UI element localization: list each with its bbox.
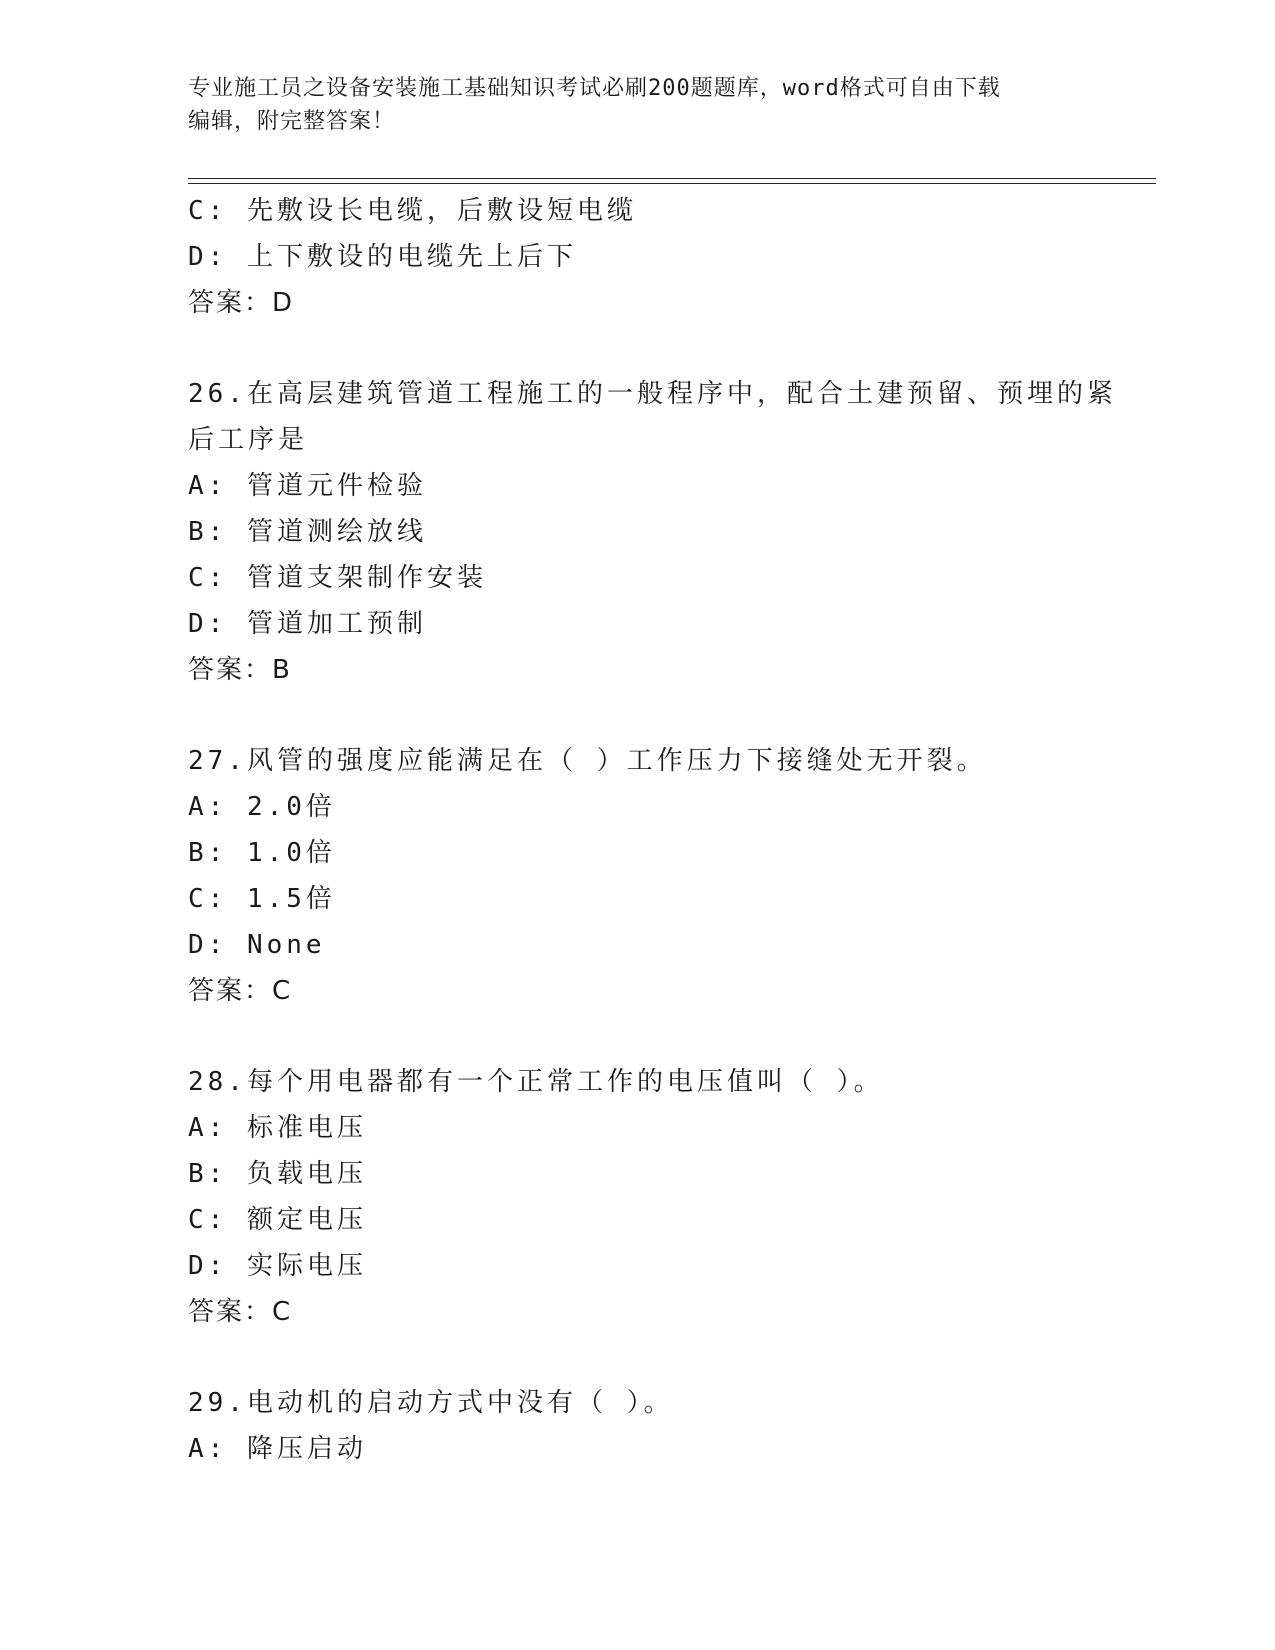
question-text: 26.在高层建筑管道工程施工的一般程序中，配合土建预留、预埋的紧 bbox=[188, 379, 1117, 409]
question-list bbox=[188, 188, 1117, 1472]
question-text-continued: 后工序是 bbox=[188, 425, 309, 455]
answer-label: 答案：C bbox=[188, 1297, 293, 1327]
option-a: A: 降压启动 bbox=[188, 1434, 367, 1464]
question-text: 28.每个用电器都有一个正常工作的电压值叫（ ）。 bbox=[188, 1067, 884, 1097]
header-divider-top bbox=[188, 178, 1156, 179]
question-text: 27.风管的强度应能满足在（ ）工作压力下接缝处无开裂。 bbox=[188, 746, 987, 776]
answer-label: 答案：B bbox=[188, 655, 292, 685]
question-block-27 bbox=[188, 738, 1088, 1014]
option-c: C: 先敷设长电缆，后敷设短电缆 bbox=[188, 196, 637, 226]
option-d: D: 上下敷设的电缆先上后下 bbox=[188, 242, 577, 272]
option-b: B: 1.0倍 bbox=[188, 838, 336, 868]
option-c: C: 额定电压 bbox=[188, 1205, 367, 1235]
question-block-28 bbox=[188, 1059, 1088, 1335]
question-text: 29.电动机的启动方式中没有（ ）。 bbox=[188, 1388, 674, 1418]
option-a: A: 管道元件检验 bbox=[188, 471, 427, 501]
option-a: A: 2.0倍 bbox=[188, 792, 336, 822]
header-divider-bottom bbox=[188, 183, 1156, 184]
option-d: D: 管道加工预制 bbox=[188, 609, 427, 639]
option-c: C: 管道支架制作安装 bbox=[188, 563, 487, 593]
option-c: C: 1.5倍 bbox=[188, 884, 336, 914]
option-d: D: None bbox=[188, 930, 326, 960]
question-block-26 bbox=[188, 371, 1117, 693]
option-d: D: 实际电压 bbox=[188, 1251, 367, 1281]
header-title-line-2: 编辑，附完整答案！ bbox=[188, 109, 396, 134]
answer-label: 答案：D bbox=[188, 288, 295, 318]
answer-label: 答案：C bbox=[188, 976, 293, 1006]
option-b: B: 管道测绘放线 bbox=[188, 517, 427, 547]
document-header bbox=[188, 72, 1068, 138]
option-b: B: 负载电压 bbox=[188, 1159, 367, 1189]
question-block-25 bbox=[188, 188, 1088, 326]
option-a: A: 标准电压 bbox=[188, 1113, 367, 1143]
header-title-line-1: 专业施工员之设备安装施工基础知识考试必刷200题题库，word格式可自由下载 bbox=[188, 76, 1001, 101]
question-block-29 bbox=[188, 1380, 1088, 1472]
